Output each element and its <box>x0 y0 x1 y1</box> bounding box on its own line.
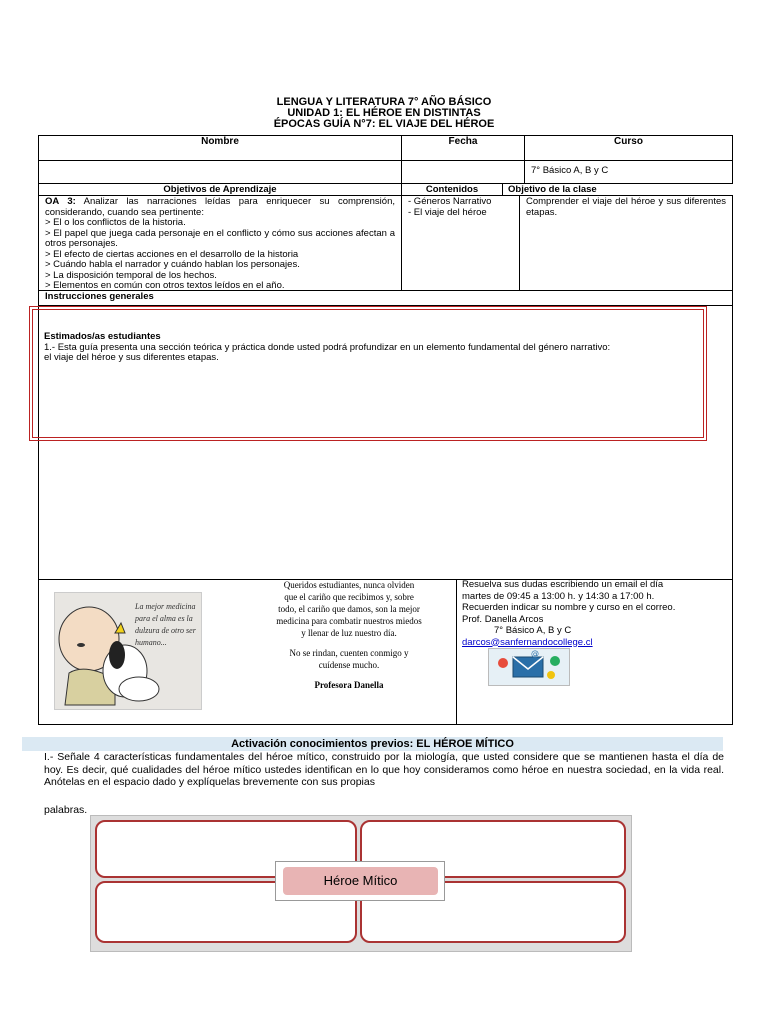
contact-line: Recuerden indicar su nombre y curso en el correo. <box>462 602 676 613</box>
fecha-cell <box>401 135 525 161</box>
objetivos-cell <box>38 195 402 291</box>
nombre-value-cell[interactable] <box>38 160 402 184</box>
message-line: que el cariño que recibimos y, sobre <box>284 592 414 602</box>
objetivos-header: Objetivos de Aprendizaje <box>163 184 277 195</box>
closing-line: cuídense mucho. <box>318 660 380 670</box>
doc-title-line1: LENGUA Y LITERATURA 7° AÑO BÁSICO <box>276 96 492 108</box>
instrucciones-cell <box>38 290 733 306</box>
message-text <box>244 579 454 691</box>
activation-text-2: palabras. <box>44 804 88 816</box>
oa-item: > El efecto de ciertas acciones en el desarrollo de la historia <box>45 248 299 260</box>
doc-title-line2: UNIDAD 1: EL HÉROE EN DISTINTAS <box>287 107 481 119</box>
svg-text:@: @ <box>531 649 539 658</box>
contenidos-cell <box>401 195 520 291</box>
nombre-label: Nombre <box>201 136 239 147</box>
message-line: todo, el cariño que damos, son la mejor <box>278 604 420 614</box>
instrucciones-label: Instrucciones generales <box>45 291 154 302</box>
objetivo-clase-cell <box>519 195 733 291</box>
oa-item: > Elementos en común con otros textos leídos en el año. <box>45 280 285 291</box>
instructions-paragraph-2: el viaje del héroe y sus diferentes etapas. <box>44 352 219 363</box>
activation-title: Activación conocimientos previos: EL HÉROE MÍTICO <box>22 737 723 751</box>
contenido-item: - El viaje del héroe <box>408 206 487 218</box>
email-icon <box>488 648 570 686</box>
image-quote: La mejor medicina para el alma es la dulzura de otro ser humano... <box>135 602 196 647</box>
curso-label: Curso <box>614 136 643 147</box>
objetivo-clase-text: Comprender el viaje del héroe y sus diferentes etapas. <box>526 196 726 218</box>
curso-value-cell <box>524 160 733 184</box>
oa-item: > La disposición temporal de los hechos. <box>45 269 217 281</box>
signature: Profesora Danella <box>314 680 384 690</box>
snoopy-image <box>54 592 202 710</box>
message-line: medicina para combatir nuestros miedos <box>276 616 422 626</box>
oa-item: > Cuándo habla el narrador y cuándo hablan los personajes. <box>45 259 300 270</box>
oa-item: > El papel que juega cada personaje en el conflicto y cómo sus acciones afectan a otros personajes. <box>45 227 395 249</box>
contact-line: martes de 09:45 a 13:00 h. y 14:30 a 17:00 h. <box>462 590 655 602</box>
center-label: Héroe Mítico <box>283 867 438 895</box>
instructions-paragraph: 1.- Esta guía presenta una sección teórica y práctica donde usted podrá profundizar en un elemento fundamental del género narrativo: <box>44 341 611 353</box>
objetivo-clase-header: Objetivo de la clase <box>508 184 597 195</box>
instructions-frame <box>32 309 704 438</box>
oa-paragraph <box>45 197 395 218</box>
contact-text <box>462 579 732 648</box>
closing-line: No se rindan, cuenten conmigo y <box>289 648 409 658</box>
greeting: Estimados/as estudiantes <box>44 331 161 342</box>
contenidos-header: Contenidos <box>425 184 479 195</box>
contact-line: Resuelva sus dudas escribiendo un email el día <box>462 579 664 590</box>
oa-label: OA 3: <box>45 196 76 207</box>
fecha-label: Fecha <box>448 136 478 147</box>
email-link[interactable]: darcos@sanfernandocollege.cl <box>462 636 593 648</box>
curso-value: 7° Básico A, B y C <box>531 165 609 176</box>
nombre-cell <box>38 135 402 161</box>
contenido-item: - Géneros Narrativo <box>408 196 492 207</box>
doc-title-line3: ÉPOCAS GUÍA N°7: EL VIAJE DEL HÉROE <box>273 118 495 130</box>
contact-line: Prof. Danella Arcos <box>462 613 544 625</box>
curso-cell <box>524 135 733 161</box>
oa-text: Analizar las narraciones leídas para enriquecer su comprensión, considerando, cuando sea pertinente: <box>45 196 395 218</box>
message-line: y llenar de luz nuestro día. <box>301 628 397 638</box>
message-line: Queridos estudiantes, nunca olviden <box>283 580 415 590</box>
instructions-text <box>44 332 727 364</box>
activation-text: I.- Señale 4 características fundamentales del héroe mítico, construido por la miología, que usted considere que se mantienen hasta el día de hoy. Es decir, qué cualidades del héroe mítico ustedes identifican en lo que hoy consideramos como héroe en nuestra sociedad, en la vida real. Anótelas en el espacio dado y explíquelas brevemente con sus propias <box>44 751 724 788</box>
oa-item: > El o los conflictos de la historia. <box>45 217 186 228</box>
fecha-value-cell[interactable] <box>401 160 525 184</box>
contact-line: 7° Básico A, B y C <box>494 625 572 636</box>
